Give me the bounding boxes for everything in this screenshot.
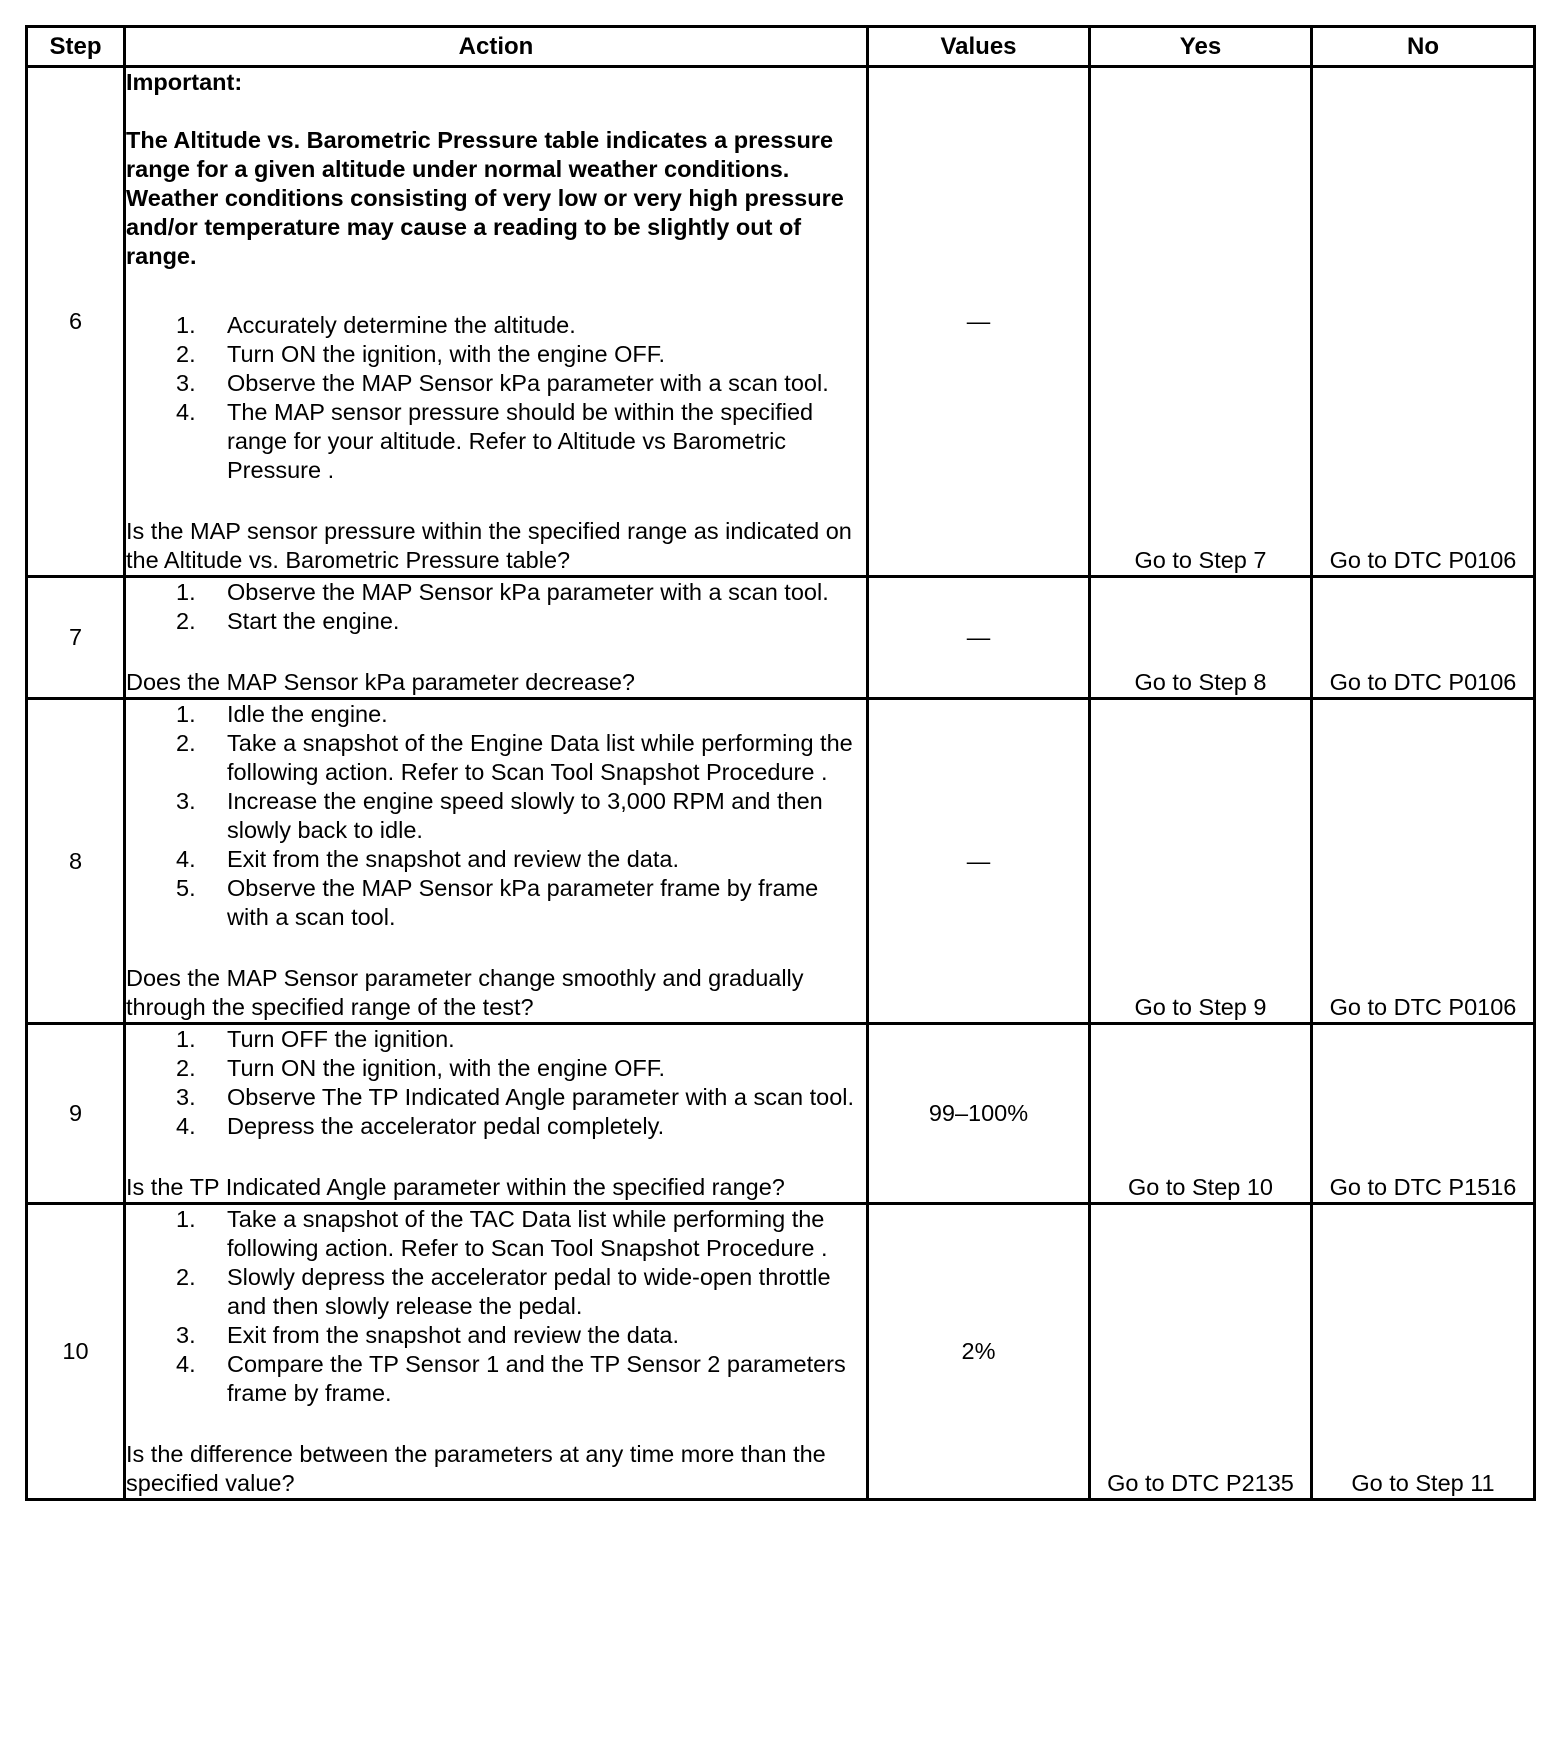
diagnostic-table bbox=[25, 25, 1536, 1501]
yes-link[interactable]: Go to Step 7 bbox=[1090, 67, 1312, 577]
list-item: 4. Depress the accelerator pedal completely. bbox=[176, 1113, 665, 1139]
list-item: 3. Observe the MAP Sensor kPa parameter with a scan tool. bbox=[176, 370, 829, 396]
list-item: 2. Turn ON the ignition, with the engine OFF. bbox=[176, 341, 666, 367]
list-item: 2. Take a snapshot of the Engine Data list while performing the following action. Refer to Scan Tool Snapshot Procedure . bbox=[176, 730, 853, 785]
table-row bbox=[27, 699, 1535, 1024]
procedure-list bbox=[126, 1205, 866, 1408]
action-cell bbox=[125, 67, 868, 577]
header-no: No bbox=[1312, 27, 1535, 67]
action-cell bbox=[125, 1204, 868, 1500]
header-yes: Yes bbox=[1090, 27, 1312, 67]
table-row bbox=[27, 67, 1535, 577]
values-cell: — bbox=[868, 67, 1090, 577]
question-text: Is the difference between the parameters at any time more than the specified value? bbox=[126, 1441, 826, 1496]
step-number: 9 bbox=[27, 1024, 125, 1204]
yes-link[interactable]: Go to DTC P2135 bbox=[1090, 1204, 1312, 1500]
yes-link[interactable]: Go to Step 8 bbox=[1090, 577, 1312, 699]
step-number: 7 bbox=[27, 577, 125, 699]
important-label: Important: bbox=[126, 69, 243, 95]
important-note: The Altitude vs. Barometric Pressure table indicates a pressure range for a given altitude under normal weather conditions. Weather conditions consisting of very low or very high pressure and/or temperature may cause a reading to be slightly out of range. bbox=[126, 127, 844, 269]
question-text: Is the TP Indicated Angle parameter within the specified range? bbox=[126, 1174, 785, 1200]
yes-link[interactable]: Go to Step 9 bbox=[1090, 699, 1312, 1024]
no-link[interactable]: Go to DTC P1516 bbox=[1312, 1024, 1535, 1204]
procedure-list bbox=[126, 311, 866, 485]
list-item: 2. Start the engine. bbox=[176, 608, 400, 634]
list-item: 1. Turn OFF the ignition. bbox=[176, 1026, 455, 1052]
list-item: 2. Slowly depress the accelerator pedal to wide-open throttle and then slowly release the pedal. bbox=[176, 1264, 831, 1319]
list-item: 5. Observe the MAP Sensor kPa parameter frame by frame with a scan tool. bbox=[176, 875, 819, 930]
list-item: 3. Exit from the snapshot and review the data. bbox=[176, 1322, 679, 1348]
list-item: 4. Exit from the snapshot and review the data. bbox=[176, 846, 679, 872]
table-row bbox=[27, 577, 1535, 699]
list-item: 3. Increase the engine speed slowly to 3,000 RPM and then slowly back to idle. bbox=[176, 788, 823, 843]
list-item: 3. Observe The TP Indicated Angle parameter with a scan tool. bbox=[176, 1084, 855, 1110]
header-step: Step bbox=[27, 27, 125, 67]
list-item: 1. Idle the engine. bbox=[176, 701, 388, 727]
header-values: Values bbox=[868, 27, 1090, 67]
step-number: 8 bbox=[27, 699, 125, 1024]
no-link[interactable]: Go to Step 11 bbox=[1312, 1204, 1535, 1500]
list-item: 4. Compare the TP Sensor 1 and the TP Sensor 2 parameters frame by frame. bbox=[176, 1351, 846, 1406]
step-number: 10 bbox=[27, 1204, 125, 1500]
yes-link[interactable]: Go to Step 10 bbox=[1090, 1024, 1312, 1204]
step-number: 6 bbox=[27, 67, 125, 577]
procedure-list bbox=[126, 700, 866, 932]
question-text: Is the MAP sensor pressure within the specified range as indicated on the Altitude vs. Barometric Pressure table? bbox=[126, 518, 852, 573]
values-cell: 99–100% bbox=[868, 1024, 1090, 1204]
list-item: 1. Take a snapshot of the TAC Data list while performing the following action. Refer to Scan Tool Snapshot Procedure . bbox=[176, 1206, 828, 1261]
no-link[interactable]: Go to DTC P0106 bbox=[1312, 577, 1535, 699]
table-row bbox=[27, 1024, 1535, 1204]
header-row bbox=[27, 27, 1535, 67]
values-cell: 2% bbox=[868, 1204, 1090, 1500]
list-item: 1. Accurately determine the altitude. bbox=[176, 312, 576, 338]
list-item: 4. The MAP sensor pressure should be within the specified range for your altitude. Refer to Altitude vs Barometric Pressure . bbox=[176, 399, 814, 483]
action-cell bbox=[125, 577, 868, 699]
procedure-list bbox=[126, 578, 866, 636]
values-cell: — bbox=[868, 699, 1090, 1024]
values-cell: — bbox=[868, 577, 1090, 699]
question-text: Does the MAP Sensor parameter change smoothly and gradually through the specified range of the test? bbox=[126, 965, 804, 1020]
no-link[interactable]: Go to DTC P0106 bbox=[1312, 67, 1535, 577]
header-action: Action bbox=[125, 27, 868, 67]
action-cell bbox=[125, 1024, 868, 1204]
no-link[interactable]: Go to DTC P0106 bbox=[1312, 699, 1535, 1024]
question-text: Does the MAP Sensor kPa parameter decrease? bbox=[126, 669, 636, 695]
action-cell bbox=[125, 699, 868, 1024]
procedure-list bbox=[126, 1025, 866, 1141]
list-item: 1. Observe the MAP Sensor kPa parameter with a scan tool. bbox=[176, 579, 829, 605]
list-item: 2. Turn ON the ignition, with the engine OFF. bbox=[176, 1055, 666, 1081]
table-row bbox=[27, 1204, 1535, 1500]
